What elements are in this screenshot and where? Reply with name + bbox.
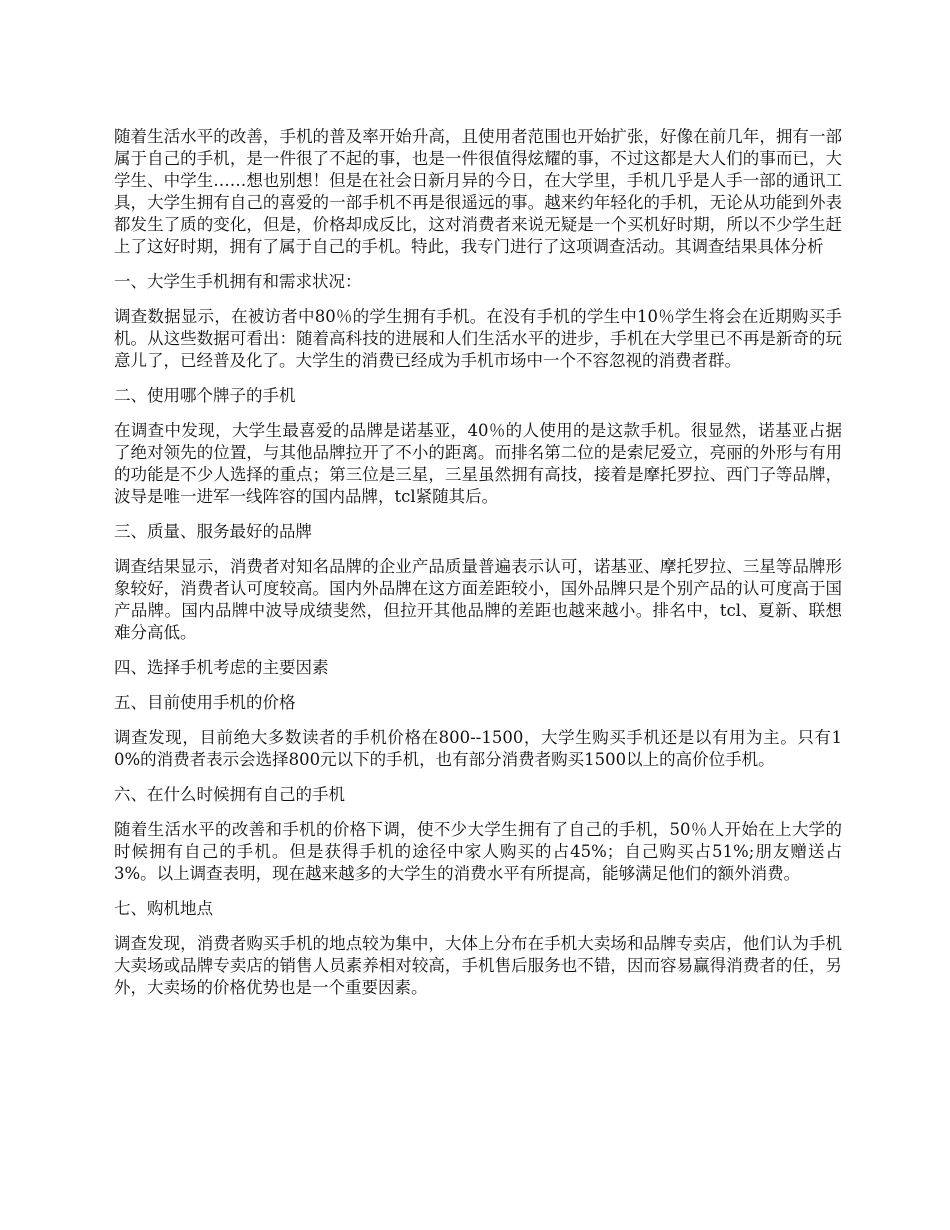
section-paragraph-5: 调查发现，目前绝大多数读者的手机价格在800--1500，大学生购买手机还是以有用为主。只有10%的消费者表示会选择800元以下的手机，也有部分消费者购买1500以上的高价位手机。 bbox=[114, 728, 842, 769]
section-paragraph-3: 调查结果显示，消费者对知名品牌的企业产品质量普遍表示认可，诺基亚、摩托罗拉、三星等品牌形象较好，消费者认可度较高。国内外品牌在这方面差距较小，国外品牌只是个别产品的认可度高于国产品牌。国内品牌中波导成绩斐然，但拉开其他品牌的差距也越来越小。排名中，tcl、夏新、联想难分高低。 bbox=[114, 557, 842, 642]
document-page bbox=[114, 126, 842, 1012]
section-heading-4: 四、选择手机考虑的主要因素 bbox=[114, 658, 329, 677]
section-heading-3: 三、质量、服务最好的品牌 bbox=[114, 522, 312, 541]
section-heading-6: 六、在什么时候拥有自己的手机 bbox=[114, 785, 345, 804]
section-heading-2: 二、使用哪个牌子的手机 bbox=[114, 386, 296, 405]
section-paragraph-6: 随着生活水平的改善和手机的价格下调，使不少大学生拥有了自己的手机，50％人开始在上大学的时候拥有自己的手机。但是获得手机的途径中家人购买的占45%；自己购买占51%;朋友赠送占3%。以上调查表明，现在越来越多的大学生的消费水平有所提高，能够满足他们的额外消费。 bbox=[114, 820, 842, 883]
section-heading-1: 一、大学生手机拥有和需求状况： bbox=[114, 272, 362, 291]
section-paragraph-7: 调查发现，消费者购买手机的地点较为集中，大体上分布在手机大卖场和品牌专卖店，他们认为手机大卖场或品牌专卖店的销售人员素养相对较高，手机售后服务也不错，因而容易赢得消费者的任，另外，大卖场的价格优势也是一个重要因素。 bbox=[114, 934, 842, 997]
section-heading-5: 五、目前使用手机的价格 bbox=[114, 693, 296, 712]
section-heading-7: 七、购机地点 bbox=[114, 899, 213, 918]
intro-paragraph: 随着生活水平的改善，手机的普及率开始升高，且使用者范围也开始扩张，好像在前几年，拥有一部属于自己的手机，是一件很了不起的事，也是一件很值得炫耀的事，不过这都是大人们的事而已，大学生、中学生……想也别想！但是在社会日新月异的今日，在大学里，手机几乎是人手一部的通讯工具，大学生拥有自己的喜爱的一部手机不再是很遥远的事。越来约年轻化的手机，无论从功能到外表都发生了质的变化，但是，价格却成反比，这对消费者来说无疑是一个买机好时期，所以不少学生赶上了这好时期，拥有了属于自己的手机。特此，我专门进行了这项调查活动。其调查结果具体分析 bbox=[114, 127, 842, 256]
section-paragraph-1: 调查数据显示，在被访者中80％的学生拥有手机。在没有手机的学生中10％学生将会在近期购买手机。从这些数据可看出：随着高科技的进展和人们生活水平的进步，手机在大学里已不再是新奇的玩意儿了，已经普及化了。大学生的消费已经成为手机市场中一个不容忽视的消费者群。 bbox=[114, 307, 842, 370]
section-paragraph-2: 在调查中发现，大学生最喜爱的品牌是诺基亚，40％的人使用的是这款手机。很显然，诺基亚占据了绝对领先的位置，与其他品牌拉开了不小的距离。而排名第二位的是索尼爱立，亮丽的外形与有用的功能是不少人选择的重点；第三位是三星，三星虽然拥有高技，接着是摩托罗拉、西门子等品牌，波导是唯一进军一线阵容的国内品牌，tcl紧随其后。 bbox=[114, 421, 842, 506]
